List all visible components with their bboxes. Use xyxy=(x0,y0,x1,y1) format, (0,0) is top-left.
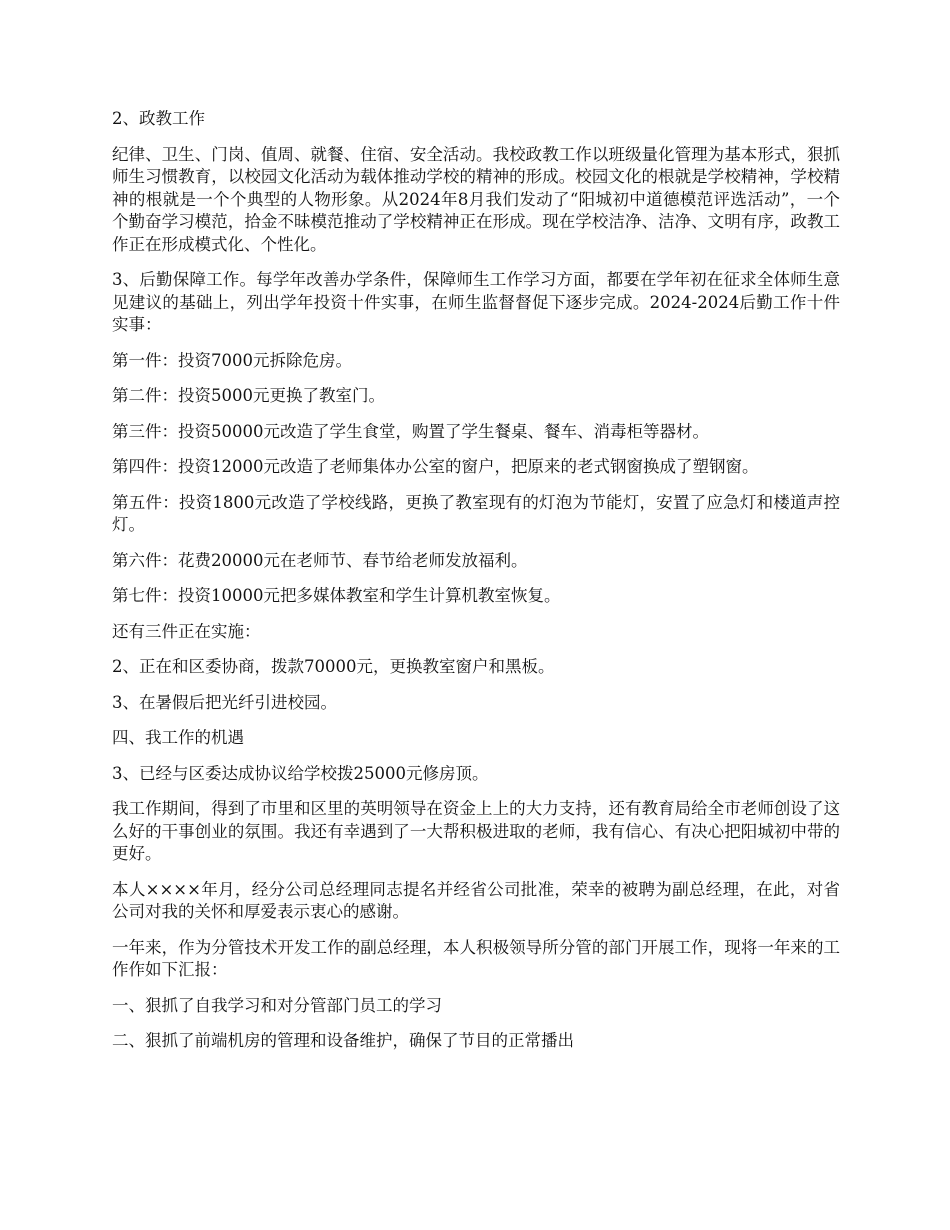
list-item-5: 第五件：投资1800元改造了学校线路，更换了教室现有的灯泡为节能灯，安置了应急灯和楼道声控灯。 xyxy=(112,492,840,534)
paragraph-support: 我工作期间，得到了市里和区里的英明领导在资金上上的大力支持，还有教育局给全市老师创设了这么好的干事创业的氛围。我还有幸遇到了一大帮积极进取的老师，我有信心、有决心把阳城初中带的更好。 xyxy=(112,799,840,863)
section-heading-opportunity: 四、我工作的机遇 xyxy=(112,728,244,747)
list-item-2: 第二件：投资5000元更换了教室门。 xyxy=(112,386,385,405)
report-item-1: 一、狠抓了自我学习和对分管部门员工的学习 xyxy=(112,995,442,1015)
list-item-1: 第一件：投资7000元拆除危房。 xyxy=(112,350,352,370)
document-body xyxy=(112,108,840,1066)
paragraph-ongoing: 还有三件正在实施： xyxy=(112,621,261,641)
section-heading-political-education: 2、政教工作 xyxy=(112,109,205,128)
list-item-3: 第三件：投资50000元改造了学生食堂，购置了学生餐桌、餐车、消毒柜等器材。 xyxy=(112,421,709,441)
paragraph-appointment: 本人××××年月，经分公司总经理同志提名并经省公司批准，荣幸的被聘为副总经理，在此，对省公司对我的关怀和厚爱表示衷心的感谢。 xyxy=(112,879,840,921)
paragraph-report-intro: 一年来，作为分管技术开发工作的副总经理，本人积极领导所分管的部门开展工作，现将一年来的工作作如下汇报： xyxy=(112,937,840,979)
ongoing-item-2: 2、正在和区委协商，拨款70000元，更换教室窗户和黑板。 xyxy=(112,657,555,676)
list-item-4: 第四件：投资12000元改造了老师集体办公室的窗户，把原来的老式钢窗换成了塑钢窗。 xyxy=(112,457,759,476)
list-item-6: 第六件：花费20000元在老师节、春节给老师发放福利。 xyxy=(112,550,528,570)
opportunity-item-3: 3、已经与区委达成协议给学校拨25000元修房顶。 xyxy=(112,763,489,783)
ongoing-item-3: 3、在暑假后把光纤引进校园。 xyxy=(112,692,337,712)
report-item-2: 二、狠抓了前端机房的管理和设备维护，确保了节目的正常播出 xyxy=(112,1031,574,1050)
paragraph-logistics: 3、后勤保障工作。每学年改善办学条件，保障师生工作学习方面，都要在学年初在征求全体师生意见建议的基础上，列出学年投资十件实事，在师生监督督促下逐步完成。2024-2024后勤工作十件实事： xyxy=(112,270,840,334)
paragraph-political-education: 纪律、卫生、门岗、值周、就餐、住宿、安全活动。我校政教工作以班级量化管理为基本形式，狠抓师生习惯教育，以校园文化活动为载体推动学校的精神的形成。校园文化的根就是学校精神，学校精神的根就是一个个典型的人物形象。从2024年8月我们发动了“阳城初中道德模范评选活动”，一个个勤奋学习模范，拾金不昧模范推动了学校精神正在形成。现在学校洁净、洁净、文明有序，政教工作正在形成模式化、个性化。 xyxy=(112,144,840,254)
list-item-7: 第七件：投资10000元把多媒体教室和学生计算机教室恢复。 xyxy=(112,586,561,605)
